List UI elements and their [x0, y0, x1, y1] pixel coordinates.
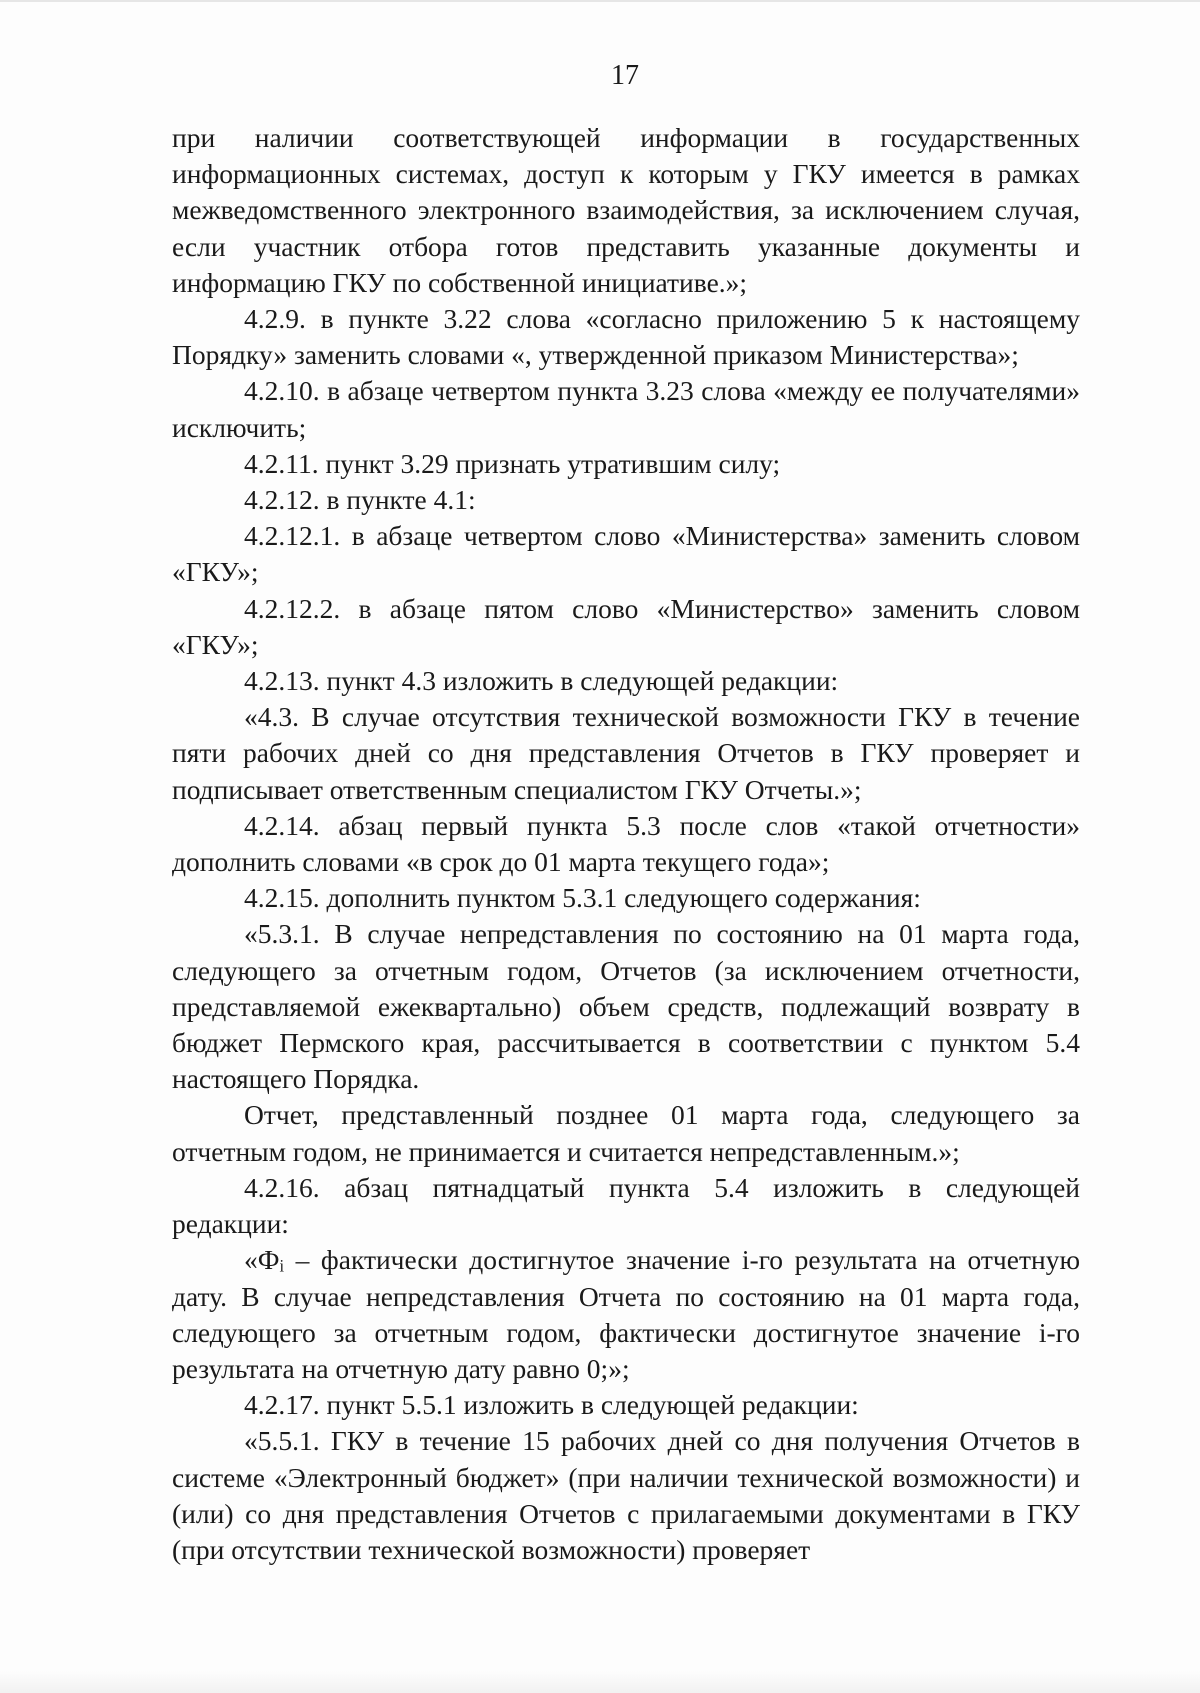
- document-body: [172, 120, 1080, 1568]
- paragraph-4-2-9: 4.2.9. в пункте 3.22 слова «согласно приложению 5 к настоящему Порядку» заменить словами «, утвержденной приказом Министерства»;: [172, 303, 1080, 371]
- scan-top-edge: [0, 0, 1200, 2]
- paragraph-4-2-12-2: 4.2.12.2. в абзаце пятом слово «Министерство» заменить словом «ГКУ»;: [172, 592, 1080, 660]
- scan-bottom-edge: [0, 1671, 1200, 1693]
- paragraph-4-2-17: 4.2.17. пункт 5.5.1 изложить в следующей редакции:: [244, 1389, 859, 1421]
- paragraph-4-2-11: 4.2.11. пункт 3.29 признать утратившим силу;: [244, 447, 781, 479]
- paragraph-5-5-1-quote: «5.5.1. ГКУ в течение 15 рабочих дней со дня получения Отчетов в системе «Электронный бюджет» (при наличии технической возможности) и (или) со дня представления Отчетов с прилагаемыми документами в ГКУ (при отсутствии технической возможности) проверяет: [172, 1425, 1080, 1565]
- paragraph-report-late: Отчет, представленный позднее 01 марта года, следующего за отчетным годом, не принимается и считается непредставленным.»;: [172, 1099, 1080, 1167]
- paragraph-fi-definition: «Фᵢ – фактически достигнутое значение i-го результата на отчетную дату. В случае непредставления Отчета по состоянию на 01 марта года, следующего за отчетным годом, фактически достигнутое значение i-го результата на отчетную дату равно 0;»;: [172, 1244, 1080, 1384]
- paragraph-4-2-15: 4.2.15. дополнить пунктом 5.3.1 следующего содержания:: [244, 882, 921, 914]
- paragraph-5-3-1-quote: «5.3.1. В случае непредставления по состоянию на 01 марта года, следующего за отчетным годом, Отчетов (за исключением отчетности, представляемой ежеквартально) объем средств, подлежащий возврату в бюджет Пермского края, рассчитывается в соответствии с пунктом 5.4 настоящего Порядка.: [172, 918, 1080, 1095]
- paragraph-4-2-13: 4.2.13. пункт 4.3 изложить в следующей редакции:: [244, 665, 839, 697]
- page-number: 17: [611, 60, 639, 91]
- paragraph-continuation: при наличии соответствующей информации в государственных информационных системах, доступ к которым у ГКУ имеется в рамках межведомственного электронного взаимодействия, за исключением случая, если участник отбора готов представить указанные документы и информацию ГКУ по собственной инициативе.»;: [172, 122, 1080, 298]
- paragraph-4-2-14: 4.2.14. абзац первый пункта 5.3 после слов «такой отчетности» дополнить словами «в срок до 01 марта текущего года»;: [172, 809, 1080, 878]
- paragraph-4-2-12-1: 4.2.12.1. в абзаце четвертом слово «Министерства» заменить словом «ГКУ»;: [172, 520, 1080, 588]
- paragraph-4-2-10: 4.2.10. в абзаце четвертом пункта 3.23 слова «между ее получателями» исключить;: [172, 375, 1080, 443]
- paragraph-4-3-quote: «4.3. В случае отсутствия технической возможности ГКУ в течение пяти рабочих дней со дня представления Отчетов в ГКУ проверяет и подписывает ответственным специалистом ГКУ Отчеты.»;: [172, 701, 1080, 805]
- paragraph-4-2-16: 4.2.16. абзац пятнадцатый пункта 5.4 изложить в следующей редакции:: [172, 1171, 1080, 1240]
- paragraph-4-2-12: 4.2.12. в пункте 4.1:: [244, 484, 476, 516]
